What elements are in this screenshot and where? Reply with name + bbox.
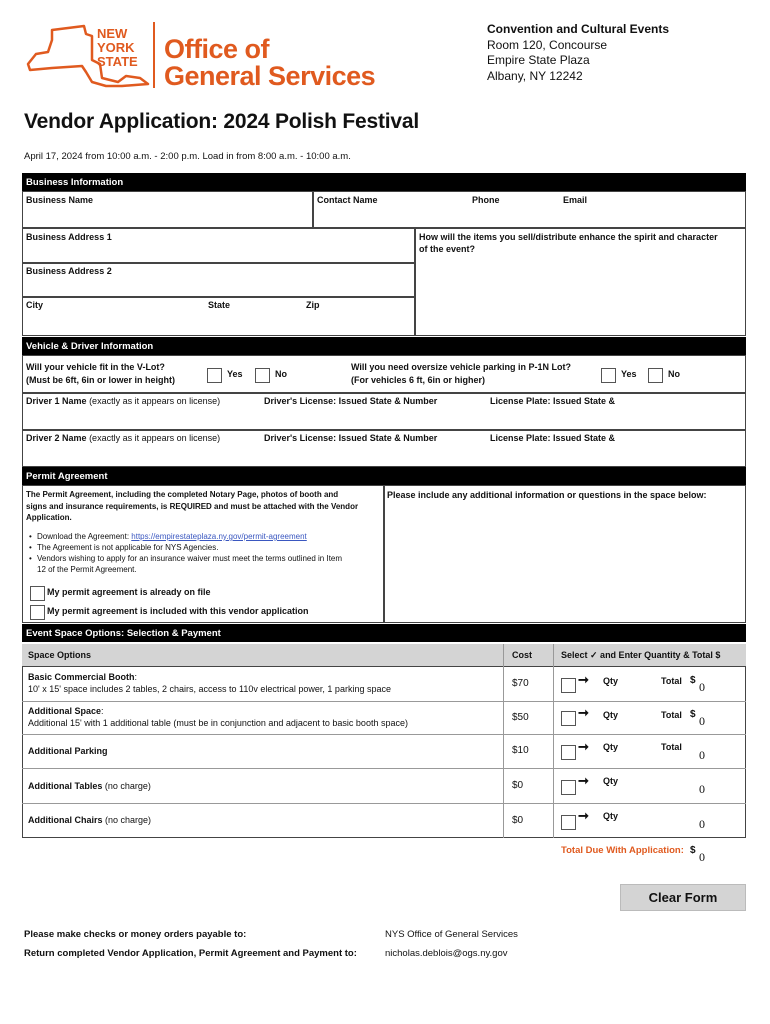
permit-bullet-agencies: • The Agreement is not applicable for NYS Agencies. bbox=[29, 542, 342, 553]
booth-arrow-icon: ➞ bbox=[578, 672, 589, 687]
vlot-no-label: No bbox=[275, 369, 287, 379]
spirit-question-line1: How will the items you sell/distribute enhance the spirit and character bbox=[419, 232, 718, 242]
oversize-question-line2: (For vehicles 6 ft, 6in or higher) bbox=[351, 375, 486, 385]
oversize-question-line1: Will you need oversize vehicle parking in P-1N Lot? bbox=[351, 362, 571, 372]
brand-name-line1: Office of bbox=[164, 34, 270, 64]
driver-2-name-label: Driver 2 Name (exactly as it appears on license) bbox=[26, 433, 221, 443]
permit-on-file-checkbox[interactable] bbox=[30, 586, 45, 601]
additional-parking-select-checkbox[interactable] bbox=[561, 745, 576, 760]
logo-text-york: YORK bbox=[97, 40, 135, 55]
additional-tables-arrow-icon: ➞ bbox=[578, 773, 589, 788]
additional-space-total-label: Total bbox=[661, 710, 682, 720]
additional-parking-total-label: Total bbox=[661, 742, 682, 752]
logo-divider bbox=[153, 22, 155, 88]
contact-name-label: Contact Name bbox=[317, 195, 378, 205]
vehicle-questions-area bbox=[22, 355, 746, 393]
address-line-3: Albany, NY 12242 bbox=[487, 69, 583, 83]
permit-intro: The Permit Agreement, including the completed Notary Page, photos of booth and signs and insurance requirements, is REQUIRED and must be attached with the Vendor Application. bbox=[26, 490, 359, 522]
cost-column-divider bbox=[503, 644, 504, 838]
row-divider-4 bbox=[22, 803, 746, 804]
space-options-header: Space Options bbox=[28, 650, 92, 660]
additional-tables-cost: $0 bbox=[512, 780, 524, 791]
additional-tables-name: Additional Tables (no charge) bbox=[28, 781, 151, 791]
section-permit-agreement: Permit Agreement bbox=[22, 467, 746, 485]
additional-parking-total-value[interactable]: 0 bbox=[699, 748, 705, 762]
section-event-space: Event Space Options: Selection & Payment bbox=[22, 624, 746, 642]
section-business-information: Business Information bbox=[22, 173, 746, 191]
additional-chairs-cost: $0 bbox=[512, 815, 524, 826]
logo-text-new: NEW bbox=[97, 26, 128, 41]
permit-bullet-waiver: • Vendors wishing to apply for an insurance waiver must meet the terms outlined in Item 12 of the Permit Agreement. bbox=[29, 553, 342, 575]
business-address-2-label: Business Address 2 bbox=[26, 266, 112, 276]
permit-included-label: My permit agreement is included with this vendor application bbox=[47, 606, 309, 616]
address-line-1: Room 120, Concourse bbox=[487, 38, 608, 52]
booth-qty-label: Qty bbox=[603, 676, 619, 686]
spirit-question-line2: of the event? bbox=[419, 244, 476, 254]
additional-tables-select-checkbox[interactable] bbox=[561, 780, 576, 795]
city-label: City bbox=[26, 300, 44, 310]
total-due-label: Total Due With Application: bbox=[561, 845, 684, 856]
row-divider-3 bbox=[22, 768, 746, 769]
oversize-yes-checkbox[interactable] bbox=[601, 368, 616, 383]
select-header: Select ✓ and Enter Quantity & Total $ bbox=[561, 650, 721, 660]
row-divider-1 bbox=[22, 701, 746, 702]
logo-text-state: STATE bbox=[97, 54, 138, 69]
additional-tables-total-value[interactable]: 0 bbox=[699, 782, 705, 796]
checks-payable-value: NYS Office of General Services bbox=[385, 929, 518, 940]
additional-space-select-checkbox[interactable] bbox=[561, 711, 576, 726]
row-divider-2 bbox=[22, 734, 746, 735]
booth-select-checkbox[interactable] bbox=[561, 678, 576, 693]
vlot-question-line1: Will your vehicle fit in the V-Lot? bbox=[26, 362, 165, 372]
address-title: Convention and Cultural Events bbox=[487, 22, 670, 36]
additional-info-label: Please include any additional information or questions in the space below: bbox=[387, 490, 707, 500]
additional-chairs-arrow-icon: ➞ bbox=[578, 808, 589, 823]
driver-1-name-label: Driver 1 Name (exactly as it appears on license) bbox=[26, 396, 221, 406]
event-dates: April 17, 2024 from 10:00 a.m. - 2:00 p.m. Load in from 8:00 a.m. - 10:00 a.m. bbox=[24, 151, 351, 162]
additional-chairs-select-checkbox[interactable] bbox=[561, 815, 576, 830]
additional-space-dollar-sign: $ bbox=[690, 709, 696, 720]
additional-chairs-total-value[interactable]: 0 bbox=[699, 817, 705, 831]
total-due-dollar-sign: $ bbox=[690, 845, 696, 856]
cost-header: Cost bbox=[512, 650, 532, 660]
additional-parking-name: Additional Parking bbox=[28, 746, 108, 756]
state-label: State bbox=[208, 300, 231, 310]
total-due-value[interactable]: 0 bbox=[699, 850, 705, 864]
booth-dollar-sign: $ bbox=[690, 675, 696, 686]
booth-desc: 10' x 15' space includes 2 tables, 2 chairs, access to 110v electrical power, 1 parking space bbox=[28, 684, 391, 694]
contact-name-field[interactable] bbox=[313, 191, 746, 228]
additional-space-arrow-icon: ➞ bbox=[578, 705, 589, 720]
address-line-2: Empire State Plaza bbox=[487, 53, 590, 67]
additional-chairs-name: Additional Chairs (no charge) bbox=[28, 815, 152, 825]
vlot-question-line2: (Must be 6ft, 6in or lower in height) bbox=[26, 375, 176, 385]
additional-info-field[interactable] bbox=[384, 485, 746, 623]
permit-bullet-download: • Download the Agreement: https://empirestateplaza.ny.gov/permit-agreement bbox=[29, 531, 342, 542]
oversize-no-checkbox[interactable] bbox=[648, 368, 663, 383]
checks-payable-label: Please make checks or money orders payable to: bbox=[24, 929, 247, 940]
driver-1-plate-label: License Plate: Issued State & bbox=[490, 396, 616, 406]
vlot-yes-label: Yes bbox=[227, 369, 243, 379]
oversize-yes-label: Yes bbox=[621, 369, 637, 379]
vlot-no-checkbox[interactable] bbox=[255, 368, 270, 383]
brand-name-line2: General Services bbox=[164, 61, 376, 91]
clear-form-button[interactable]: Clear Form bbox=[620, 884, 746, 911]
oversize-no-label: No bbox=[668, 369, 680, 379]
additional-parking-qty-label: Qty bbox=[603, 742, 619, 752]
business-address-1-label: Business Address 1 bbox=[26, 232, 112, 242]
booth-cost: $70 bbox=[512, 678, 529, 689]
additional-parking-arrow-icon: ➞ bbox=[578, 739, 589, 754]
email-label: Email bbox=[563, 195, 588, 205]
section-vehicle-driver: Vehicle & Driver Information bbox=[22, 337, 746, 355]
page-title: Vendor Application: 2024 Polish Festival bbox=[24, 110, 419, 133]
additional-parking-cost: $10 bbox=[512, 745, 529, 756]
driver-1-license-label: Driver's License: Issued State & Number bbox=[264, 396, 438, 406]
phone-label: Phone bbox=[472, 195, 500, 205]
booth-total-value[interactable]: 0 bbox=[699, 680, 705, 694]
business-name-label: Business Name bbox=[26, 195, 94, 205]
additional-tables-qty-label: Qty bbox=[603, 776, 619, 786]
select-column-divider bbox=[553, 644, 554, 838]
permit-agreement-link[interactable]: https://empirestateplaza.ny.gov/permit-agreement bbox=[131, 532, 307, 541]
additional-space-desc: Additional 15' with 1 additional table (must be in conjunction and adjacent to basic booth space) bbox=[28, 718, 408, 728]
zip-label: Zip bbox=[306, 300, 320, 310]
permit-bullets bbox=[29, 531, 342, 575]
return-to-label: Return completed Vendor Application, Permit Agreement and Payment to: bbox=[24, 948, 357, 959]
driver-2-license-label: Driver's License: Issued State & Number bbox=[264, 433, 438, 443]
return-to-email: nicholas.deblois@ogs.ny.gov bbox=[385, 948, 508, 959]
additional-space-total-value[interactable]: 0 bbox=[699, 714, 705, 728]
driver-2-plate-label: License Plate: Issued State & bbox=[490, 433, 616, 443]
permit-on-file-label: My permit agreement is already on file bbox=[47, 587, 211, 597]
booth-total-label: Total bbox=[661, 676, 682, 686]
additional-space-qty-label: Qty bbox=[603, 710, 619, 720]
booth-name: Basic Commercial Booth: bbox=[28, 672, 138, 682]
additional-chairs-qty-label: Qty bbox=[603, 811, 619, 821]
additional-space-name: Additional Space: bbox=[28, 706, 104, 716]
vlot-yes-checkbox[interactable] bbox=[207, 368, 222, 383]
permit-included-checkbox[interactable] bbox=[30, 605, 45, 620]
additional-space-cost: $50 bbox=[512, 712, 529, 723]
